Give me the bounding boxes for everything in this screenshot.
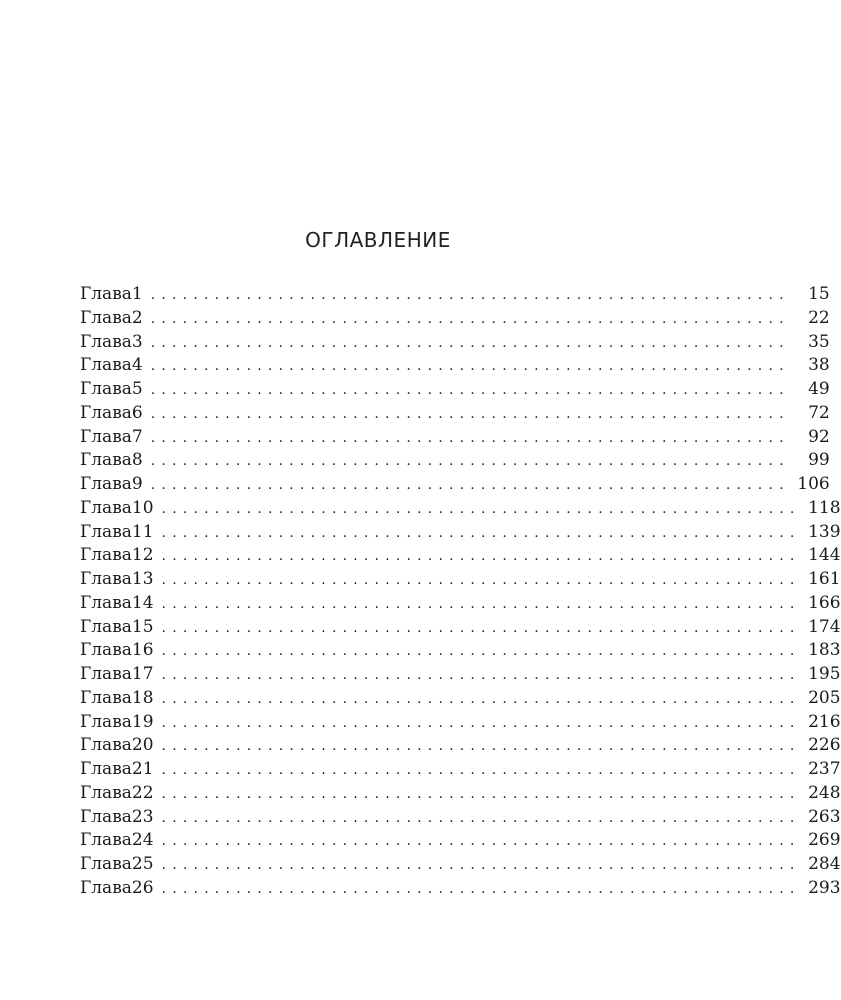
- chapter-word: Глава: [80, 402, 132, 423]
- chapter-word: Глава: [80, 426, 132, 447]
- chapter-number: 12: [131, 545, 154, 566]
- dot-leader: ............................................................: [161, 500, 801, 517]
- toc-entry[interactable]: [80, 450, 830, 474]
- toc-entry[interactable]: [80, 307, 830, 332]
- chapter-word: Глава: [80, 592, 132, 613]
- dot-leader: ............................................................: [161, 619, 801, 636]
- dot-leader: ............................................................: [161, 595, 801, 612]
- toc-entry[interactable]: [80, 402, 830, 427]
- chapter-word: Глава: [80, 687, 132, 708]
- toc-entry[interactable]: [80, 806, 841, 831]
- dot-leader: ............................................................: [150, 334, 790, 351]
- chapter-word: Глава: [80, 355, 132, 376]
- chapter-word: Глава: [80, 331, 132, 352]
- toc-entry[interactable]: [80, 426, 830, 451]
- chapter-number: 21: [131, 759, 154, 779]
- page-number: 205: [808, 687, 841, 708]
- chapter-number: 3: [131, 331, 143, 352]
- page-number: 174: [808, 616, 841, 637]
- chapter-number: 20: [131, 735, 154, 756]
- dot-leader: ............................................................: [150, 453, 790, 470]
- toc-entry[interactable]: [80, 640, 841, 664]
- page-number: 49: [808, 379, 830, 399]
- chapter-word: Глава: [80, 830, 132, 851]
- chapter-word: Глава: [80, 806, 132, 827]
- chapter-word: Глава: [80, 616, 132, 637]
- chapter-number: 19: [131, 711, 154, 732]
- toc-entry[interactable]: [80, 616, 841, 641]
- dot-leader: ............................................................: [150, 310, 790, 327]
- chapter-number: 24: [131, 830, 154, 851]
- page-title: ОГЛАВЛЕНИЕ: [305, 228, 451, 252]
- page-number: 216: [808, 711, 841, 732]
- chapter-word: Глава: [80, 450, 132, 471]
- dot-leader: ............................................................: [161, 785, 801, 802]
- chapter-number: 11: [131, 521, 154, 542]
- chapter-number: 5: [131, 379, 143, 399]
- chapter-word: Глава: [80, 711, 132, 732]
- dot-leader: ............................................................: [161, 714, 801, 731]
- chapter-number: 26: [131, 877, 154, 898]
- chapter-number: 14: [131, 592, 154, 613]
- chapter-number: 15: [131, 616, 154, 637]
- dot-leader: ............................................................: [161, 833, 801, 850]
- page-number: 38: [808, 355, 830, 376]
- page-number: 99: [808, 450, 830, 471]
- chapter-number: 22: [131, 782, 154, 803]
- dot-leader: ............................................................: [161, 738, 801, 755]
- page-number: 118: [808, 497, 841, 518]
- toc-entry[interactable]: [80, 664, 841, 688]
- page-number: 106: [797, 474, 830, 494]
- chapter-word: Глава: [80, 497, 132, 518]
- toc-entry[interactable]: [80, 592, 841, 617]
- toc-entry[interactable]: [80, 735, 841, 759]
- toc-entry[interactable]: [80, 379, 830, 403]
- page-number: 139: [808, 521, 841, 542]
- chapter-number: 18: [131, 687, 154, 708]
- page-number: 166: [808, 592, 841, 613]
- page-number: 92: [808, 426, 830, 447]
- dot-leader: ............................................................: [161, 524, 801, 541]
- chapter-number: 2: [131, 307, 143, 328]
- chapter-word: Глава: [80, 759, 132, 779]
- dot-leader: ............................................................: [161, 690, 801, 707]
- dot-leader: ............................................................: [161, 572, 801, 588]
- toc-entry[interactable]: [80, 782, 841, 807]
- dot-leader: ............................................................: [161, 857, 801, 873]
- page-number: 263: [808, 806, 841, 827]
- toc-entry[interactable]: [80, 355, 830, 379]
- toc-entry[interactable]: [80, 569, 841, 593]
- page-number: 161: [808, 569, 841, 589]
- toc-entry[interactable]: [80, 474, 830, 498]
- toc-entry[interactable]: [80, 854, 841, 878]
- page-number: 248: [808, 782, 841, 803]
- chapter-number: 10: [131, 497, 154, 518]
- dot-leader: ............................................................: [161, 643, 801, 660]
- dot-leader: ............................................................: [150, 382, 790, 398]
- chapter-word: Глава: [80, 640, 132, 661]
- chapter-word: Глава: [80, 545, 132, 566]
- page-number: 35: [808, 331, 830, 352]
- dot-leader: ............................................................: [161, 667, 801, 683]
- toc-entry[interactable]: [80, 687, 841, 712]
- chapter-number: 9: [131, 474, 143, 494]
- dot-leader: ............................................................: [161, 809, 801, 826]
- chapter-number: 23: [131, 806, 154, 827]
- dot-leader: ............................................................: [150, 358, 790, 375]
- chapter-word: Глава: [80, 735, 132, 756]
- page-number: 269: [808, 830, 841, 851]
- page-number: 293: [808, 877, 841, 898]
- table-of-contents: [80, 284, 841, 902]
- chapter-number: 16: [131, 640, 154, 661]
- chapter-number: 13: [131, 569, 154, 589]
- toc-entry[interactable]: [80, 521, 841, 546]
- page-number: 284: [808, 854, 841, 874]
- page-number: 144: [808, 545, 841, 566]
- chapter-word: Глава: [80, 521, 132, 542]
- page-number: 226: [808, 735, 841, 756]
- chapter-word: Глава: [80, 782, 132, 803]
- chapter-number: 17: [131, 664, 154, 684]
- chapter-word: Глава: [80, 284, 132, 304]
- toc-entry[interactable]: [80, 830, 841, 854]
- dot-leader: ............................................................: [150, 429, 790, 446]
- chapter-word: Глава: [80, 854, 132, 874]
- toc-entry[interactable]: [80, 331, 830, 356]
- page-number: 15: [808, 284, 830, 304]
- page-number: 183: [808, 640, 841, 661]
- dot-leader: ............................................................: [150, 477, 790, 493]
- chapter-word: Глава: [80, 307, 132, 328]
- page-number: 237: [808, 759, 841, 779]
- toc-entry[interactable]: [80, 545, 841, 569]
- page-number: 195: [808, 664, 841, 684]
- chapter-word: Глава: [80, 664, 132, 684]
- toc-entry[interactable]: [80, 284, 830, 308]
- dot-leader: ............................................................: [161, 548, 801, 565]
- page-number: 72: [808, 402, 830, 423]
- page-number: 22: [808, 307, 830, 328]
- dot-leader: ............................................................: [161, 880, 801, 897]
- toc-entry[interactable]: [80, 759, 841, 783]
- chapter-number: 8: [131, 450, 143, 471]
- toc-entry[interactable]: [80, 877, 841, 902]
- toc-entry[interactable]: [80, 711, 841, 736]
- chapter-number: 1: [131, 284, 143, 304]
- chapter-word: Глава: [80, 379, 132, 399]
- chapter-number: 6: [131, 402, 143, 423]
- chapter-word: Глава: [80, 474, 132, 494]
- toc-entry[interactable]: [80, 497, 841, 522]
- chapter-number: 25: [131, 854, 154, 874]
- chapter-number: 4: [131, 355, 143, 376]
- dot-leader: ............................................................: [150, 287, 790, 303]
- dot-leader: ............................................................: [150, 405, 790, 422]
- chapter-word: Глава: [80, 569, 132, 589]
- dot-leader: ............................................................: [161, 762, 801, 778]
- chapter-number: 7: [131, 426, 143, 447]
- chapter-word: Глава: [80, 877, 132, 898]
